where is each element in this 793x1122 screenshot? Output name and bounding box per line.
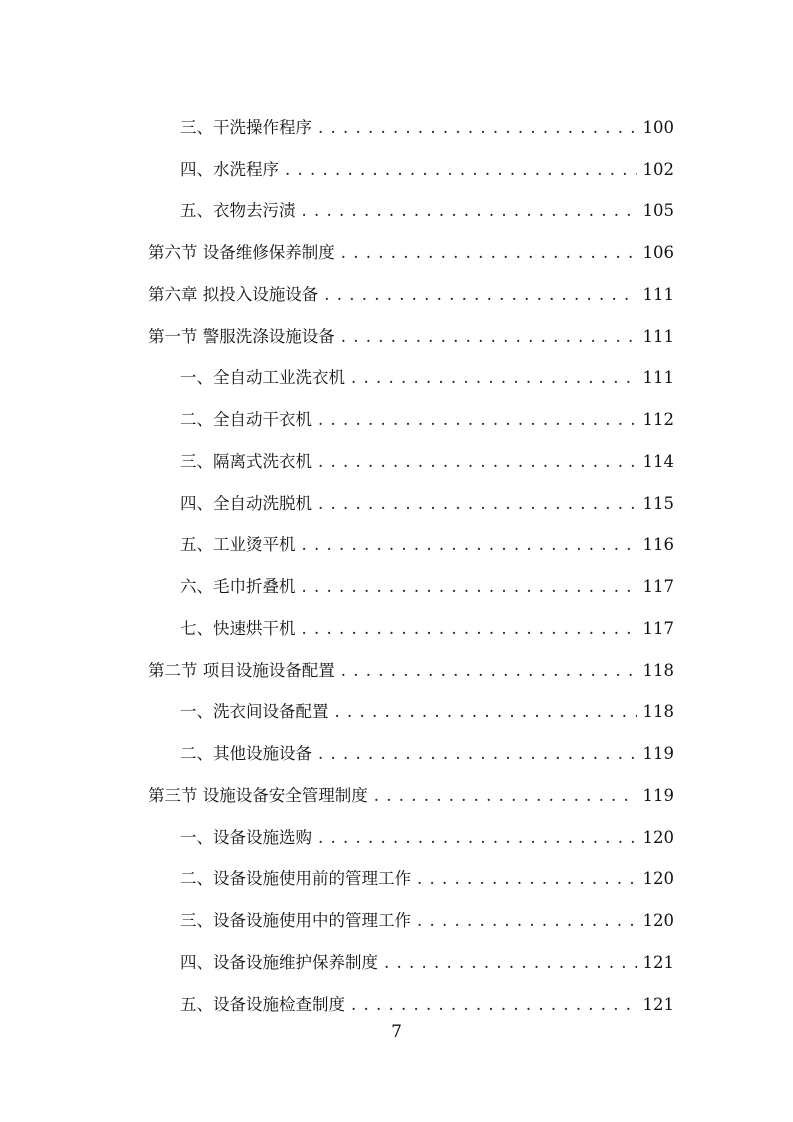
toc-dot-leader [417, 869, 637, 889]
toc-entry[interactable] [148, 848, 674, 890]
toc-entry[interactable] [148, 681, 674, 723]
toc-dot-leader [302, 577, 637, 597]
toc-entry[interactable] [148, 96, 674, 138]
toc-entry[interactable] [148, 388, 674, 430]
toc-dot-leader [302, 201, 637, 221]
toc-entry-label: 五、设备设施检查制度 [180, 994, 345, 1014]
toc-entry-page: 117 [642, 618, 674, 638]
toc-entry-page: 111 [642, 326, 674, 346]
toc-entry[interactable] [148, 305, 674, 347]
toc-entry[interactable] [148, 180, 674, 222]
toc-entry-label: 三、隔离式洗衣机 [180, 451, 312, 471]
toc-entry-label: 第六章 拟投入设施设备 [148, 284, 319, 304]
toc-entry-label: 第二节 项目设施设备配置 [148, 660, 335, 680]
toc-entry-label: 四、设备设施维护保养制度 [180, 952, 378, 972]
toc-dot-leader [318, 410, 637, 430]
toc-dot-leader [374, 786, 637, 806]
toc-dot-leader [302, 535, 637, 555]
toc-dot-leader [318, 452, 637, 472]
toc-entry-label: 三、干洗操作程序 [180, 117, 312, 137]
toc-entry-label: 一、全自动工业洗衣机 [180, 368, 345, 388]
toc-entry[interactable] [148, 889, 674, 931]
toc-dot-leader [341, 243, 637, 263]
toc-entry[interactable] [148, 555, 674, 597]
toc-entry-label: 七、快速烘干机 [180, 618, 296, 638]
toc-entry[interactable] [148, 138, 674, 180]
toc-entry-page: 100 [642, 117, 674, 137]
toc-entry-page: 102 [642, 159, 674, 179]
toc-entry-label: 第一节 警服洗涤设施设备 [148, 326, 335, 346]
toc-entry-page: 111 [642, 284, 674, 304]
toc-entry-label: 第六节 设备维修保养制度 [148, 243, 335, 262]
toc-entry-page: 121 [642, 952, 674, 972]
toc-entry-label: 一、设备设施选购 [180, 827, 312, 847]
toc-entry[interactable] [148, 514, 674, 556]
toc-dot-leader [351, 368, 637, 388]
toc-entry-label: 二、其他设施设备 [180, 744, 312, 763]
toc-entry[interactable] [148, 806, 674, 848]
toc-entry[interactable] [148, 597, 674, 639]
toc-dot-leader [318, 744, 637, 764]
toc-dot-leader [417, 911, 637, 931]
toc-entry-label: 二、全自动干衣机 [180, 410, 312, 429]
toc-entry[interactable] [148, 347, 674, 389]
toc-dot-leader [302, 619, 637, 639]
toc-dot-leader [351, 995, 637, 1015]
toc-entry-page: 112 [642, 410, 674, 429]
toc-entry-page: 120 [642, 869, 674, 889]
toc-entry-label: 三、设备设施使用中的管理工作 [180, 911, 411, 930]
toc-entry-label: 四、全自动洗脱机 [180, 493, 312, 513]
toc-entry[interactable] [148, 639, 674, 681]
toc-dot-leader [318, 118, 637, 138]
toc-entry-label: 六、毛巾折叠机 [180, 577, 296, 596]
toc-entry-label: 二、设备设施使用前的管理工作 [180, 869, 411, 889]
page-number: 7 [391, 1022, 402, 1042]
toc-entry[interactable] [148, 973, 674, 1015]
toc-entry[interactable] [148, 263, 674, 305]
toc-entry-label: 一、洗衣间设备配置 [180, 702, 329, 722]
toc-entry-page: 105 [642, 201, 674, 221]
toc-entry-label: 五、衣物去污渍 [180, 201, 296, 221]
toc-entry[interactable] [148, 472, 674, 514]
toc-entry-page: 118 [642, 660, 674, 680]
toc-entry[interactable] [148, 931, 674, 973]
toc-entry-page: 116 [642, 535, 674, 555]
toc-entry-page: 117 [642, 577, 674, 596]
toc-entry-page: 106 [642, 243, 674, 262]
toc-entry-page: 120 [642, 827, 674, 847]
toc-entry[interactable] [148, 722, 674, 764]
toc-dot-leader [318, 494, 637, 514]
toc-dot-leader [384, 953, 637, 973]
toc-entry-label: 五、工业烫平机 [180, 535, 296, 555]
toc-dot-leader [324, 285, 636, 305]
toc-entry[interactable] [148, 221, 674, 263]
toc-entry[interactable] [148, 430, 674, 472]
toc-dot-leader [341, 327, 637, 347]
toc-entry-page: 121 [642, 994, 674, 1014]
toc-entry-label: 四、水洗程序 [180, 159, 279, 179]
toc-dot-leader [335, 702, 637, 722]
toc-entry-page: 119 [642, 744, 674, 763]
toc-dot-leader [341, 661, 637, 681]
toc-entry-page: 118 [642, 702, 674, 722]
toc-entry-page: 120 [642, 911, 674, 930]
toc-entry[interactable] [148, 764, 674, 806]
toc-entry-label: 第三节 设施设备安全管理制度 [148, 785, 368, 805]
toc-dot-leader [285, 160, 637, 180]
toc-entry-page: 119 [642, 785, 674, 805]
toc-entry-page: 111 [642, 368, 674, 388]
table-of-contents [148, 96, 674, 1015]
toc-entry-page: 114 [642, 451, 674, 471]
toc-entry-page: 115 [642, 493, 674, 513]
toc-dot-leader [318, 828, 637, 848]
